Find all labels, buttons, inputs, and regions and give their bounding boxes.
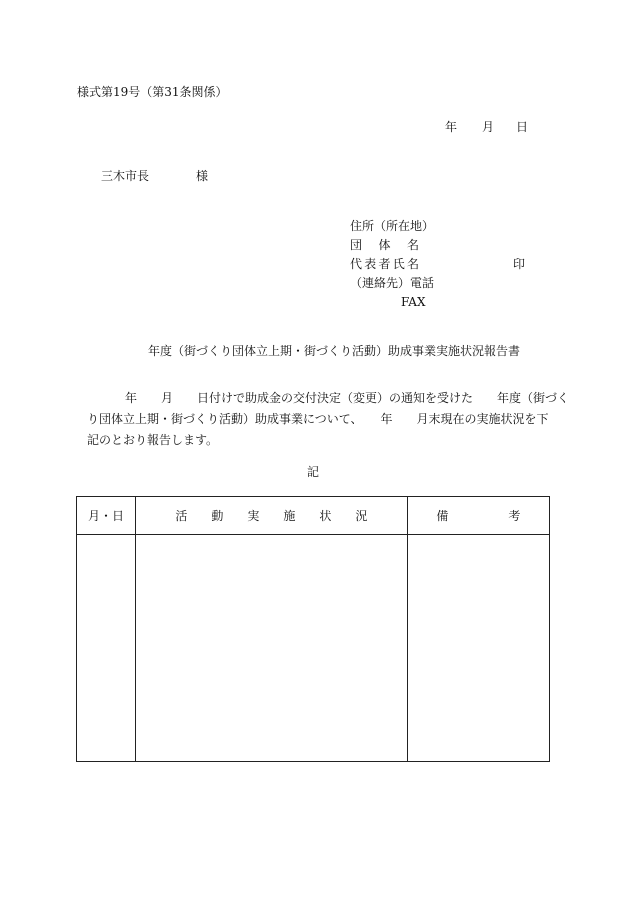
document-title: 年度（街づくり団体立上期・街づくり活動）助成事業実施状況報告書 [148, 344, 521, 358]
seal-mark: 印 [513, 257, 526, 271]
activity-cell[interactable] [136, 535, 408, 762]
representative-label: 代表者氏名 [350, 257, 419, 271]
remarks-column-header [407, 497, 549, 535]
date-column-header-text: 月・日 [88, 509, 125, 523]
date-cell[interactable] [77, 535, 136, 762]
activity-column-header-text: 活 動 実 施 状 況 [175, 509, 368, 523]
organization-label: 団体名 [350, 238, 419, 252]
body-text-line-2: り団体立上期・街づくり活動）助成事業について、 年 月末現在の実施状況を下 [87, 412, 549, 426]
ki-heading: 記 [307, 465, 320, 479]
body-text-line-1: 年 月 日付けで助成金の交付決定（変更）の通知を受けた 年度（街づく [125, 391, 570, 405]
report-table [76, 496, 550, 762]
addressee-name: 三木市長 [101, 169, 150, 183]
form-number: 様式第19号（第31条関係） [77, 85, 228, 99]
activity-column-header [136, 497, 408, 535]
remarks-column-header-text: 備 考 [436, 509, 521, 523]
remarks-cell[interactable] [407, 535, 549, 762]
table-header-row [77, 497, 550, 535]
date-day-label: 日 [516, 120, 529, 134]
table-row [77, 535, 550, 762]
contact-phone-label: （連絡先）電話 [350, 276, 435, 290]
address-label: 住所（所在地） [350, 219, 435, 233]
date-year-label: 年 [445, 120, 458, 134]
addressee-honorific: 様 [196, 169, 209, 183]
date-column-header [77, 497, 136, 535]
fax-label: FAX [401, 295, 426, 309]
date-month-label: 月 [482, 120, 495, 134]
body-text-line-3: 記のとおり報告します。 [87, 433, 219, 447]
